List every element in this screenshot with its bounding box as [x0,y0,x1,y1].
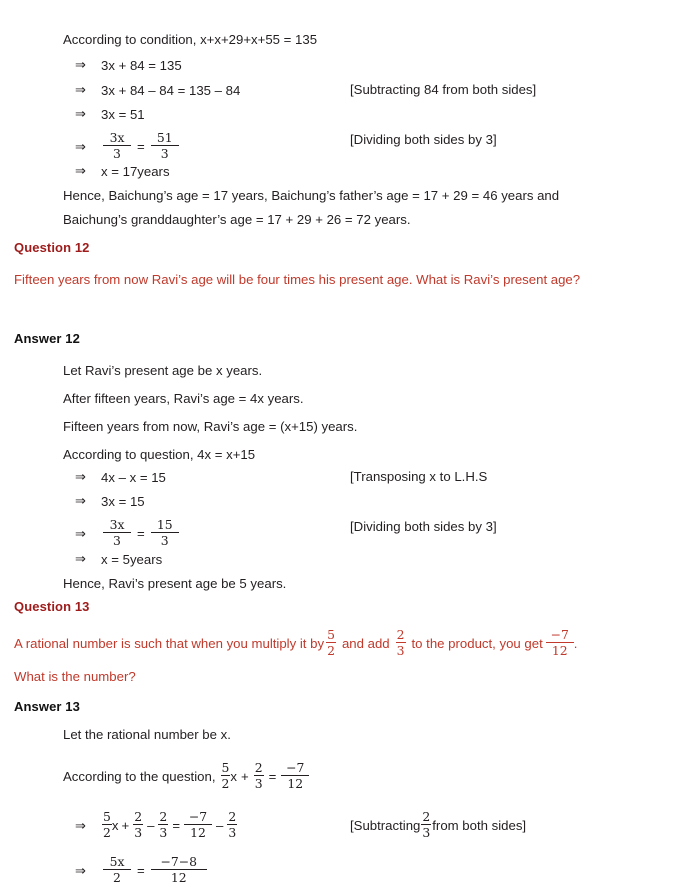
numerator: 3x [109,130,125,145]
denominator: 12 [151,869,207,884]
numerator: 5 [221,760,230,775]
numerator: 2 [159,809,168,824]
numerator: −7−8 [160,854,197,869]
step-note-text: from both sides] [432,818,527,834]
answer-12-heading: Answer 12 [14,331,80,346]
fraction-right [151,855,207,884]
step-row [75,57,182,73]
question-13-text-line-2: What is the number? [14,669,136,684]
question-text-fragment: and add [341,636,390,652]
numerator: 3x [109,517,125,532]
numerator: −7 [188,809,208,824]
step-row [75,106,145,122]
denominator: 3 [151,532,179,547]
denominator: 2 [327,643,335,659]
numerator: 2 [134,809,143,824]
denominator: 3 [103,145,131,160]
minus-sign: – [147,818,155,834]
numerator: 5 [103,809,111,824]
fraction-step-row [75,811,238,840]
fraction-minus-seven-twelfths [281,761,309,790]
equals-sign: = [137,863,145,879]
denominator: 12 [546,642,574,657]
fraction-right [151,131,179,160]
equals-sign: = [137,139,145,155]
fraction-left [103,518,131,547]
fraction-two-thirds [254,761,264,790]
numerator: 2 [228,809,237,824]
step-note [350,469,487,484]
equation-intro: According to the question, [63,769,216,785]
numerator: −7 [550,627,569,642]
fraction-five-halves [326,628,336,657]
answer-line: Fifteen years from now, Ravi’s age = (x+15) years. [63,419,358,434]
implies-arrow: ⇒ [75,817,86,833]
step-note [350,82,536,97]
equals-sign: = [172,818,181,834]
implies-arrow: ⇒ [75,106,86,121]
fraction-step-row [75,856,209,885]
denominator: 3 [422,825,431,841]
step-note-text: [Subtracting 84 from both sides] [350,82,537,97]
step-row [75,493,145,509]
step-note [350,519,497,534]
denominator: 3 [103,532,131,547]
numerator: 5 [327,627,335,642]
fraction-minus-seven-twelfths [546,628,574,657]
denominator: 3 [254,776,263,792]
step-row [75,82,240,98]
step-expression: 4x – x = 15 [101,469,166,485]
fraction-two-thirds [396,628,406,657]
step-expression: x = 17years [101,163,170,179]
plus-sign: + [121,818,130,834]
step-note [350,132,497,147]
fraction-step-row [75,519,181,548]
step-note [350,811,526,840]
answer-line: According to question, 4x = x+15 [63,447,256,462]
fraction-left [103,855,131,884]
implies-arrow: ⇒ [75,82,86,97]
question-text-fragment: . [573,636,578,652]
fraction-step-row [75,132,181,161]
implies-arrow: ⇒ [75,551,86,566]
fraction-right [151,518,179,547]
answer-13-equation-row [63,762,310,791]
plus-sign: + [240,769,249,785]
question-12-heading: Question 12 [14,240,90,255]
denominator: 2 [103,869,131,884]
step-note-text: [Transposing x to L.H.S [350,469,488,484]
minus-sign: – [216,818,224,834]
step-expression: 3x + 84 = 135 [101,57,182,73]
step-expression: 3x = 15 [101,493,145,509]
condition-line: According to condition, x+x+29+x+55 = 135 [63,32,318,47]
implies-arrow: ⇒ [75,862,86,878]
question-text-fragment: A rational number is such that when you multiply it by [14,636,325,652]
denominator: 12 [281,775,309,790]
step-note-text: [Subtracting [350,818,421,834]
question-12-text: Fifteen years from now Ravi’s age will be four times his present age. What is Ravi’s present age? [14,272,581,287]
answer-line: Let Ravi’s present age be x years. [63,363,263,378]
fraction-coefficient [102,810,112,839]
variable-x: x [111,818,119,834]
numerator: 2 [422,809,431,824]
step-note-text: [Dividing both sides by 3] [350,132,497,147]
denominator: 3 [228,825,237,841]
fraction-term [227,810,237,839]
denominator: 3 [134,825,143,841]
equals-sign: = [137,526,145,542]
numerator: −7 [286,760,305,775]
fraction-left [103,131,131,160]
implies-arrow: ⇒ [75,469,86,484]
denominator: 2 [103,825,111,841]
implies-arrow: ⇒ [75,57,86,72]
fraction-term [158,810,168,839]
implies-arrow: ⇒ [75,525,86,541]
conclusion-line: Hence, Baichung’s age = 17 years, Baichung’s father’s age = 17 + 29 = 46 years and [63,188,560,203]
fraction-term [133,810,143,839]
implies-arrow: ⇒ [75,493,86,508]
implies-arrow: ⇒ [75,163,86,178]
step-row [75,163,170,179]
equals-sign: = [268,769,277,785]
conclusion-line: Baichung’s granddaughter’s age = 17 + 29 + 26 = 72 years. [63,212,411,227]
step-expression: 3x = 51 [101,106,145,122]
answer-13-heading: Answer 13 [14,699,80,714]
question-13-text-line-1 [14,629,659,658]
numerator: 2 [396,627,405,642]
step-note-text: [Dividing both sides by 3] [350,519,497,534]
denominator: 3 [159,825,168,841]
numerator: 2 [254,760,263,775]
step-expression: 3x + 84 – 84 = 135 – 84 [101,82,241,98]
step-row [75,551,162,567]
question-text-fragment: to the product, you get [411,636,543,652]
answer-line: Let the rational number be x. [63,727,231,742]
variable-x: x [230,769,237,785]
answer-line: After fifteen years, Ravi’s age = 4x years. [63,391,304,406]
fraction-two-thirds [421,810,431,839]
numerator: 51 [156,130,173,145]
numerator: 15 [156,517,173,532]
denominator: 3 [151,145,179,160]
fraction-coefficient [221,761,231,790]
denominator: 3 [396,643,405,659]
denominator: 12 [184,824,212,839]
numerator: 5x [109,854,125,869]
implies-arrow: ⇒ [75,138,86,154]
question-13-heading: Question 13 [14,599,90,614]
denominator: 2 [221,776,230,792]
fraction-term [184,810,212,839]
answer-conclusion: Hence, Ravi’s present age be 5 years. [63,576,287,591]
step-row [75,469,166,485]
step-expression: x = 5years [101,551,163,567]
